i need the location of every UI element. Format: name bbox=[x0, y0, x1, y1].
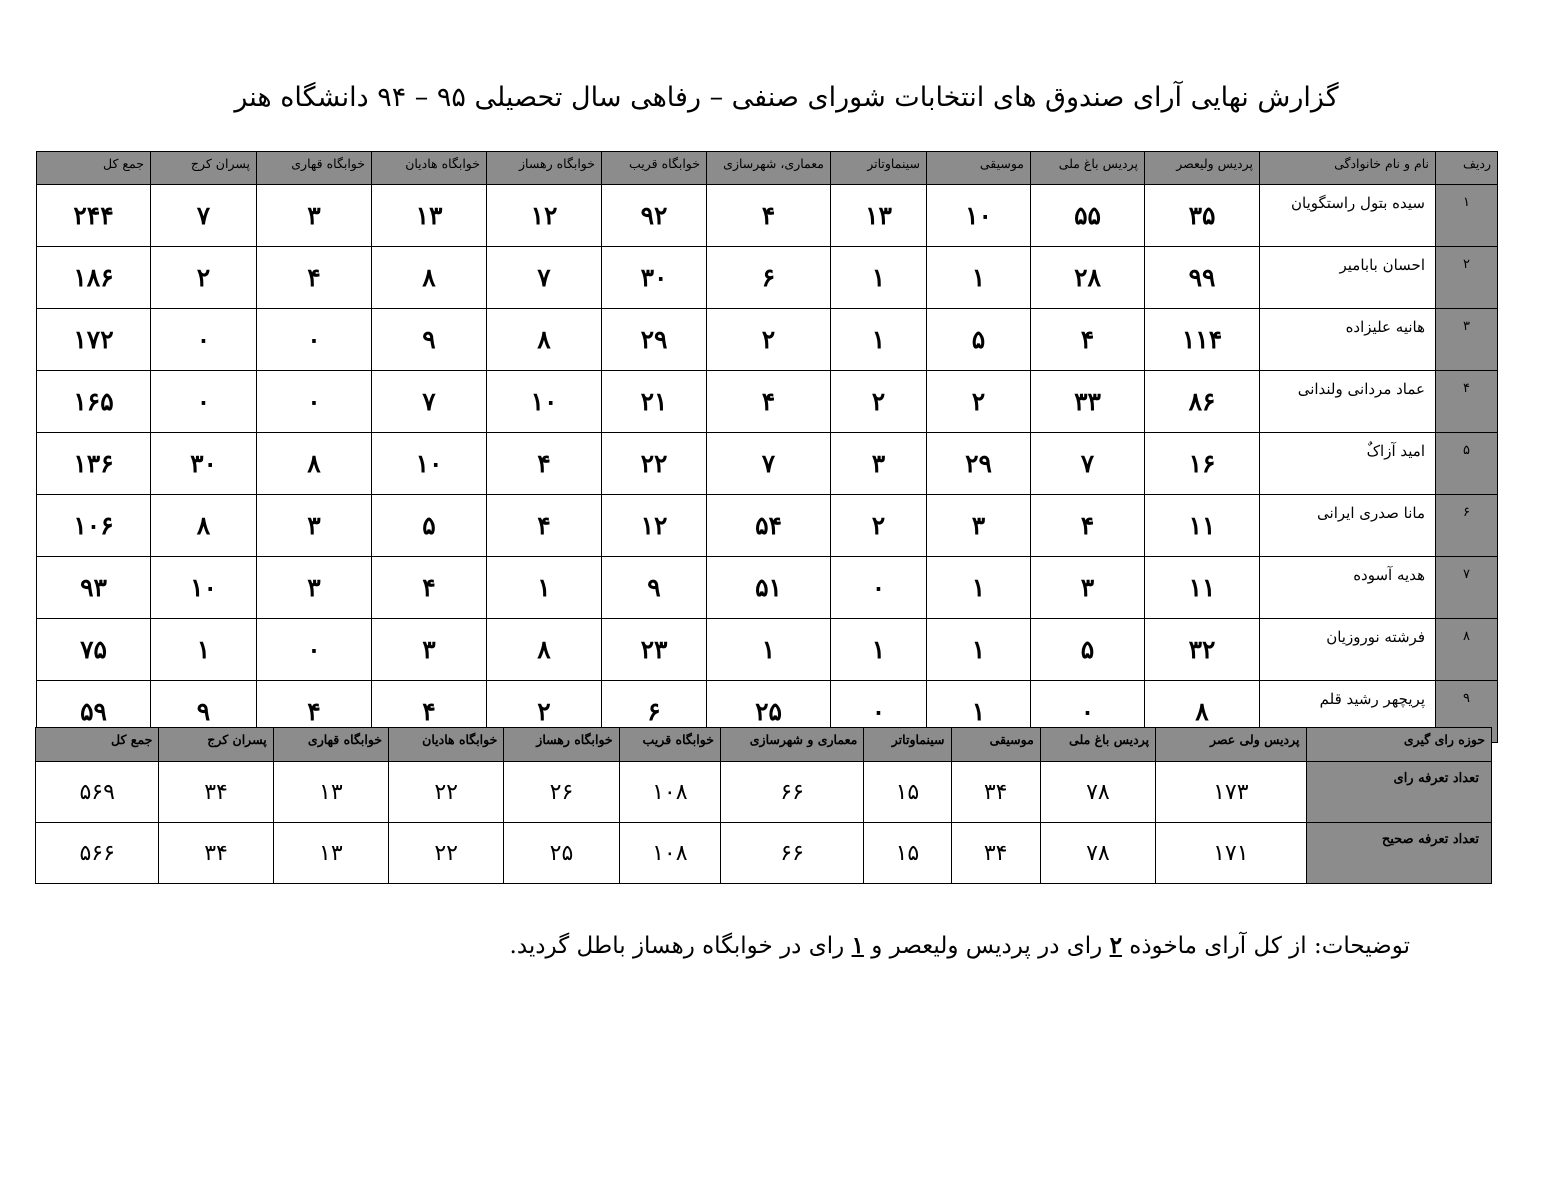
vote-count: ۸ bbox=[257, 433, 372, 495]
vote-count: ۱۱ bbox=[1145, 495, 1260, 557]
vote-count: ۹ bbox=[602, 557, 707, 619]
vote-count: ۱۳ bbox=[831, 185, 927, 247]
vote-count: ۳ bbox=[257, 495, 372, 557]
vote-count: ۱ bbox=[831, 619, 927, 681]
column-header: معماری و شهرسازی bbox=[720, 728, 863, 762]
ballot-count: ۳۴ bbox=[159, 762, 273, 823]
column-header: پردیس ولی عصر bbox=[1156, 728, 1306, 762]
vote-count: ۱ bbox=[831, 309, 927, 371]
vote-count: ۰ bbox=[831, 557, 927, 619]
vote-count: ۴ bbox=[487, 433, 602, 495]
vote-count: ۵۴ bbox=[707, 495, 831, 557]
vote-count: ۱ bbox=[927, 681, 1031, 743]
candidate-name: احسان بابامیر bbox=[1260, 247, 1436, 309]
row-label: تعداد تعرفه صحیح bbox=[1306, 823, 1492, 884]
vote-count: ۵ bbox=[927, 309, 1031, 371]
row-number: ۷ bbox=[1436, 557, 1498, 619]
footnote-prefix: توضیحات: از کل آرای ماخوذه bbox=[1121, 933, 1410, 959]
vote-count: ۴ bbox=[257, 247, 372, 309]
ballot-count: ۱۳ bbox=[273, 762, 388, 823]
vote-count: ۲۲ bbox=[602, 433, 707, 495]
column-header: جمع کل bbox=[36, 728, 159, 762]
table-row bbox=[37, 619, 1498, 681]
vote-count: ۱ bbox=[151, 619, 257, 681]
vote-count: ۲ bbox=[831, 371, 927, 433]
ballot-count: ۶۶ bbox=[720, 762, 863, 823]
vote-count: ۱۸۶ bbox=[37, 247, 151, 309]
ballot-count: ۲۲ bbox=[389, 823, 504, 884]
vote-count: ۷ bbox=[372, 371, 487, 433]
vote-count: ۵۵ bbox=[1031, 185, 1145, 247]
vote-count: ۰ bbox=[151, 371, 257, 433]
column-header: خوابگاه هادیان bbox=[372, 152, 487, 185]
row-label: تعداد تعرفه رای bbox=[1306, 762, 1492, 823]
column-header: پسران کرج bbox=[159, 728, 273, 762]
vote-count: ۹۲ bbox=[602, 185, 707, 247]
column-header: پردیس ولیعصر bbox=[1145, 152, 1260, 185]
ballot-count: ۳۴ bbox=[951, 762, 1040, 823]
vote-count: ۲۸ bbox=[1031, 247, 1145, 309]
vote-count: ۳۲ bbox=[1145, 619, 1260, 681]
row-number: ۳ bbox=[1436, 309, 1498, 371]
vote-count: ۴ bbox=[1031, 309, 1145, 371]
column-header: جمع کل bbox=[37, 152, 151, 185]
vote-count: ۸ bbox=[487, 619, 602, 681]
column-header: خوابگاه هادیان bbox=[389, 728, 504, 762]
table-row bbox=[37, 495, 1498, 557]
candidate-name: پریچهر رشید قلم bbox=[1260, 681, 1436, 743]
vote-count: ۰ bbox=[257, 619, 372, 681]
vote-count: ۰ bbox=[257, 309, 372, 371]
vote-count: ۱ bbox=[707, 619, 831, 681]
vote-count: ۱۰۶ bbox=[37, 495, 151, 557]
vote-count: ۸ bbox=[151, 495, 257, 557]
vote-count: ۷ bbox=[487, 247, 602, 309]
vote-count: ۹۹ bbox=[1145, 247, 1260, 309]
ballot-count: ۱۷۱ bbox=[1156, 823, 1306, 884]
vote-count: ۸ bbox=[487, 309, 602, 371]
vote-count: ۲ bbox=[831, 495, 927, 557]
vote-count: ۳ bbox=[927, 495, 1031, 557]
vote-count: ۶ bbox=[707, 247, 831, 309]
ballot-count: ۱۵ bbox=[864, 762, 951, 823]
table-row bbox=[37, 309, 1498, 371]
page-title: گزارش نهایی آرای صندوق های انتخابات شورای صنفی – رفاهی سال تحصیلی ۹۵ – ۹۴ دانشگاه هنر bbox=[234, 82, 1339, 113]
vote-count: ۴ bbox=[707, 185, 831, 247]
column-header: موسیقی bbox=[927, 152, 1031, 185]
vote-count: ۲۵ bbox=[707, 681, 831, 743]
vote-count: ۳ bbox=[831, 433, 927, 495]
row-number: ۴ bbox=[1436, 371, 1498, 433]
vote-count: ۷۵ bbox=[37, 619, 151, 681]
vote-count: ۱ bbox=[927, 557, 1031, 619]
vote-count: ۳۰ bbox=[151, 433, 257, 495]
column-header: پردیس باغ ملی bbox=[1040, 728, 1155, 762]
vote-count: ۷ bbox=[707, 433, 831, 495]
table-header-row bbox=[37, 152, 1498, 185]
footnote-middle: رای در پردیس ولیعصر و bbox=[863, 933, 1110, 959]
vote-count: ۲ bbox=[707, 309, 831, 371]
ballot-count: ۷۸ bbox=[1040, 762, 1155, 823]
row-number: ۹ bbox=[1436, 681, 1498, 743]
vote-count: ۱ bbox=[927, 247, 1031, 309]
vote-count: ۵ bbox=[372, 495, 487, 557]
candidate-name: سیده بتول راستگویان bbox=[1260, 185, 1436, 247]
footnote-number: ۲ bbox=[1109, 932, 1122, 959]
vote-count: ۳ bbox=[372, 619, 487, 681]
table-header-row bbox=[36, 728, 1492, 762]
vote-count: ۴ bbox=[1031, 495, 1145, 557]
ballot-count: ۲۲ bbox=[389, 762, 504, 823]
column-header: حوزه رای گیری bbox=[1306, 728, 1492, 762]
candidate-name: هانیه علیزاده bbox=[1260, 309, 1436, 371]
ballot-count: ۶۶ bbox=[720, 823, 863, 884]
footnote-suffix: رای در خوابگاه رهساز باطل گردید. bbox=[509, 933, 852, 959]
column-header: نام و نام خانوادگی bbox=[1260, 152, 1436, 185]
vote-count: ۱۰ bbox=[927, 185, 1031, 247]
vote-count: ۹۳ bbox=[37, 557, 151, 619]
column-header: سینماوتاتر bbox=[831, 152, 927, 185]
vote-count: ۱۰ bbox=[487, 371, 602, 433]
table-row bbox=[36, 823, 1492, 884]
vote-count: ۷ bbox=[151, 185, 257, 247]
vote-count: ۱۷۲ bbox=[37, 309, 151, 371]
vote-count: ۱۰ bbox=[151, 557, 257, 619]
vote-count: ۳ bbox=[257, 185, 372, 247]
table-row bbox=[36, 762, 1492, 823]
vote-count: ۱۱ bbox=[1145, 557, 1260, 619]
candidate-name: فرشته نوروزیان bbox=[1260, 619, 1436, 681]
vote-count: ۳ bbox=[257, 557, 372, 619]
column-header: موسیقی bbox=[951, 728, 1040, 762]
vote-count: ۲ bbox=[151, 247, 257, 309]
table-row bbox=[37, 185, 1498, 247]
ballot-count: ۳۴ bbox=[159, 823, 273, 884]
footnote bbox=[0, 928, 1410, 964]
vote-count: ۱ bbox=[927, 619, 1031, 681]
vote-count: ۲۹ bbox=[927, 433, 1031, 495]
vote-count: ۱۲ bbox=[487, 185, 602, 247]
vote-count: ۲ bbox=[487, 681, 602, 743]
vote-count: ۳ bbox=[1031, 557, 1145, 619]
vote-count: ۲۱ bbox=[602, 371, 707, 433]
vote-count: ۳۳ bbox=[1031, 371, 1145, 433]
column-header: معماری، شهرسازی bbox=[707, 152, 831, 185]
vote-count: ۸ bbox=[1145, 681, 1260, 743]
vote-count: ۲ bbox=[927, 371, 1031, 433]
vote-count: ۱ bbox=[831, 247, 927, 309]
ballot-count: ۲۶ bbox=[504, 762, 619, 823]
ballot-count: ۱۵ bbox=[864, 823, 951, 884]
column-header: سینماوتاتر bbox=[864, 728, 951, 762]
row-number: ۶ bbox=[1436, 495, 1498, 557]
column-header: ردیف bbox=[1436, 152, 1498, 185]
ballot-count: ۱۷۳ bbox=[1156, 762, 1306, 823]
vote-count: ۰ bbox=[831, 681, 927, 743]
column-header: پسران کرج bbox=[151, 152, 257, 185]
vote-count: ۱۳ bbox=[372, 185, 487, 247]
column-header: پردیس باغ ملی bbox=[1031, 152, 1145, 185]
ballot-count: ۱۰۸ bbox=[619, 823, 720, 884]
vote-count: ۲۴۴ bbox=[37, 185, 151, 247]
vote-count: ۵۹ bbox=[37, 681, 151, 743]
column-header: خوابگاه رهساز bbox=[504, 728, 619, 762]
vote-count: ۷ bbox=[1031, 433, 1145, 495]
vote-count: ۶ bbox=[602, 681, 707, 743]
row-number: ۲ bbox=[1436, 247, 1498, 309]
vote-count: ۱۰ bbox=[372, 433, 487, 495]
column-header: خوابگاه رهساز bbox=[487, 152, 602, 185]
column-header: خوابگاه قهاری bbox=[257, 152, 372, 185]
column-header: خوابگاه قهاری bbox=[273, 728, 388, 762]
vote-count: ۴ bbox=[257, 681, 372, 743]
vote-count: ۱۱۴ bbox=[1145, 309, 1260, 371]
vote-count: ۰ bbox=[257, 371, 372, 433]
vote-count: ۱۶۵ bbox=[37, 371, 151, 433]
vote-count: ۲۳ bbox=[602, 619, 707, 681]
table-row bbox=[37, 371, 1498, 433]
candidate-votes-table bbox=[36, 151, 1498, 743]
table-row bbox=[37, 247, 1498, 309]
row-number: ۱ bbox=[1436, 185, 1498, 247]
candidate-name: مانا صدری ایرانی bbox=[1260, 495, 1436, 557]
table-row bbox=[37, 557, 1498, 619]
vote-count: ۹ bbox=[372, 309, 487, 371]
vote-count: ۸۶ bbox=[1145, 371, 1260, 433]
ballot-count: ۷۸ bbox=[1040, 823, 1155, 884]
vote-count: ۳۵ bbox=[1145, 185, 1260, 247]
row-number: ۵ bbox=[1436, 433, 1498, 495]
vote-count: ۵۱ bbox=[707, 557, 831, 619]
candidate-name: امید آزاکٌ bbox=[1260, 433, 1436, 495]
vote-count: ۳۰ bbox=[602, 247, 707, 309]
ballot-count: ۵۶۹ bbox=[36, 762, 159, 823]
column-header: خوابگاه قریب bbox=[602, 152, 707, 185]
candidate-name: هدیه آسوده bbox=[1260, 557, 1436, 619]
column-header: خوابگاه قریب bbox=[619, 728, 720, 762]
vote-count: ۴ bbox=[372, 557, 487, 619]
vote-count: ۴ bbox=[707, 371, 831, 433]
ballot-count: ۵۶۶ bbox=[36, 823, 159, 884]
row-number: ۸ bbox=[1436, 619, 1498, 681]
vote-count: ۱ bbox=[487, 557, 602, 619]
vote-count: ۱۶ bbox=[1145, 433, 1260, 495]
ballot-count: ۲۵ bbox=[504, 823, 619, 884]
vote-count: ۵ bbox=[1031, 619, 1145, 681]
candidate-name: عماد مردانی ولندانی bbox=[1260, 371, 1436, 433]
ballot-summary-table bbox=[35, 727, 1492, 884]
vote-count: ۰ bbox=[1031, 681, 1145, 743]
vote-count: ۱۳۶ bbox=[37, 433, 151, 495]
vote-count: ۴ bbox=[487, 495, 602, 557]
ballot-count: ۳۴ bbox=[951, 823, 1040, 884]
vote-count: ۴ bbox=[372, 681, 487, 743]
vote-count: ۹ bbox=[151, 681, 257, 743]
ballot-count: ۱۰۸ bbox=[619, 762, 720, 823]
footnote-number: ۱ bbox=[851, 932, 864, 959]
vote-count: ۱۲ bbox=[602, 495, 707, 557]
ballot-count: ۱۳ bbox=[273, 823, 388, 884]
vote-count: ۰ bbox=[151, 309, 257, 371]
vote-count: ۸ bbox=[372, 247, 487, 309]
table-row bbox=[37, 433, 1498, 495]
vote-count: ۲۹ bbox=[602, 309, 707, 371]
